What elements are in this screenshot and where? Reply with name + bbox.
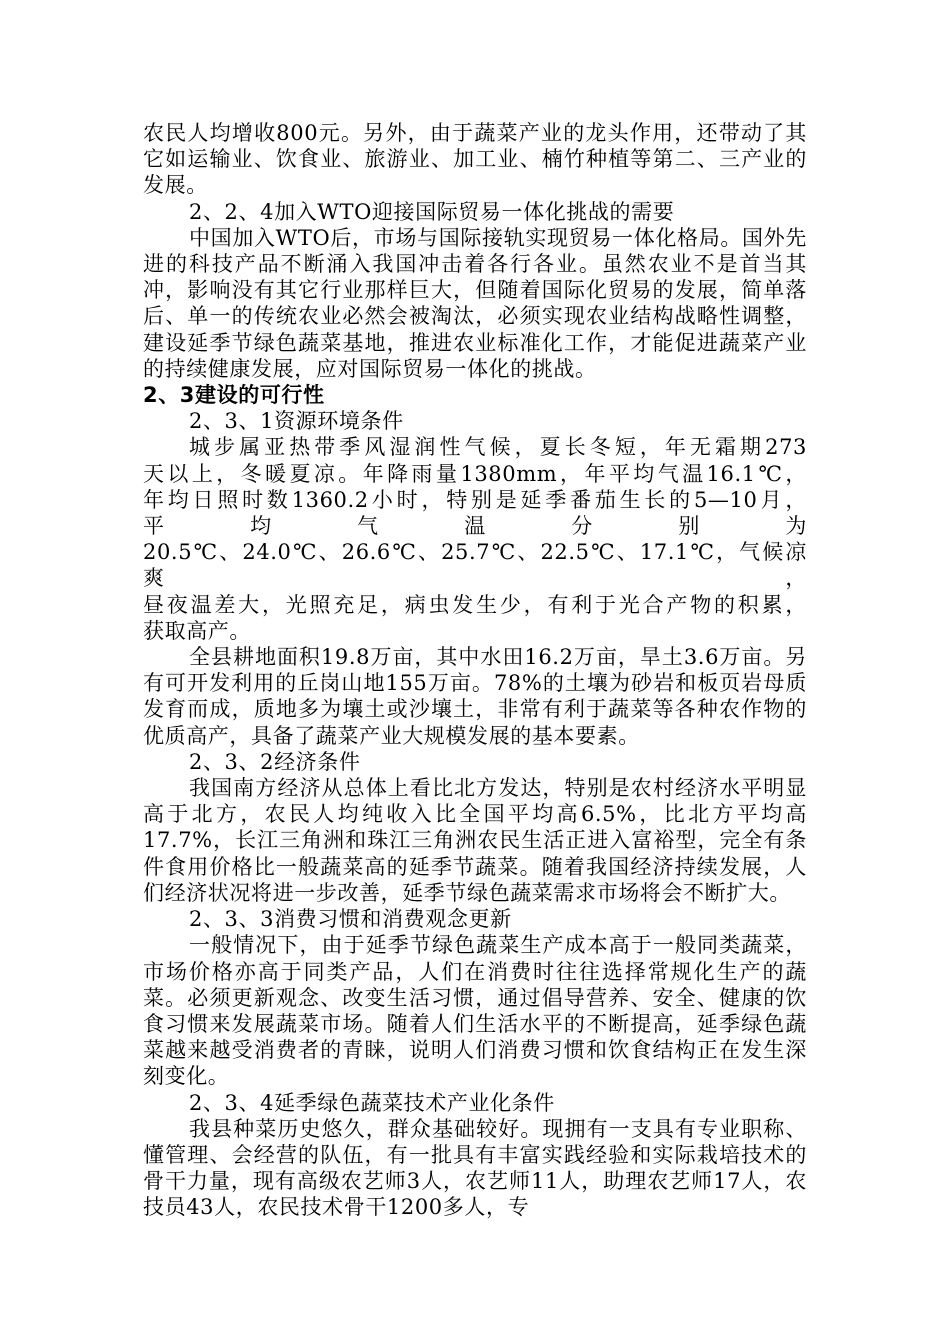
section-2-3-4-title: 2、3、4延季绿色蔬菜技术产业化条件 xyxy=(189,1090,555,1115)
climate-line: 20.5℃、24.0℃、26.6℃、25.7℃、22.5℃、17.1℃，气候凉爽， xyxy=(143,540,807,591)
section-2-3-heading: 2、3建设的可行性 xyxy=(143,383,325,408)
section-2-3-2-title: 2、3、2经济条件 xyxy=(189,749,361,774)
paragraph-economy: 我国南方经济从总体上看比北方发达，特别是农村经济水平明显高于北方，农民人均纯收入比全国平均高6.5%，比北方平均高17.7%，长江三角洲和珠江三角洲农民生活正进入富裕型，完全有条件食用价格比一般蔬菜高的延季节蔬菜。随着我国经济持续发展，人们经济状况将进一步改善，延季节绿色蔬菜需求市场将会不断扩大。 xyxy=(143,776,807,905)
climate-line: 城步属亚热带季风湿润性气候，夏长冬短，年无霜期273 xyxy=(189,435,807,460)
climate-line: 年均日照时数1360.2小时，特别是延季番茄生长的5—10月， xyxy=(143,487,807,512)
climate-line: 平 均 气 温 分 别 为 xyxy=(143,514,807,539)
climate-line: 获取高产。 xyxy=(143,618,251,643)
paragraph-farmland: 全县耕地面积19.8万亩，其中水田16.2万亩，旱土3.6万亩。另有可开发利用的丘岗山地155万亩。78%的土壤为砂岩和板页岩母质发育而成，质地多为壤土或沙壤土，非常有利于蔬菜等各种农作物的优质高产，具备了蔬菜产业大规模发展的基本要素。 xyxy=(143,645,807,748)
climate-line: 天以上，冬暖夏凉。年降雨量1380mm，年平均气温16.1℃， xyxy=(143,461,807,486)
climate-line: 昼夜温差大，光照充足，病虫发生少，有利于光合产物的积累， xyxy=(143,592,807,617)
paragraph-climate xyxy=(143,434,807,644)
document-body xyxy=(143,120,807,1221)
paragraph-consumption: 一般情况下，由于延季节绿色蔬菜生产成本高于一般同类蔬菜，市场价格亦高于同类产品，人们在消费时往往选择常规化生产的蔬菜。必须更新观念、改变生活习惯，通过倡导营养、安全、健康的饮食习惯来发展蔬菜市场。随着人们生活水平的不断提高，延季绿色蔬菜越来越受消费者的青睐，说明人们消费习惯和饮食结构正在发生深刻变化。 xyxy=(143,933,807,1089)
section-2-3-3-title: 2、3、3消费习惯和消费观念更新 xyxy=(189,907,512,932)
paragraph-technology: 我县种菜历史悠久，群众基础较好。现拥有一支具有专业职称、懂管理、会经营的队伍，有一批具有丰富实践经验和实际栽培技术的骨干力量，现有高级农艺师3人，农艺师11人，助理农艺师17人，农技员43人，农民技术骨干1200多人，专 xyxy=(143,1116,807,1220)
paragraph-income-increase: 农民人均增收800元。另外，由于蔬菜产业的龙头作用，还带动了其它如运输业、饮食业、旅游业、加工业、楠竹种植等第二、三产业的发展。 xyxy=(143,121,807,198)
paragraph-wto: 中国加入WTO后，市场与国际接轨实现贸易一体化格局。国外先进的科技产品不断涌入我国冲击着各行各业。虽然农业不是首当其冲，影响没有其它行业那样巨大，但随着国际化贸易的发展，简单落后、单一的传统农业必然会被淘汰，必须实现农业结构战略性调整，建设延季节绿色蔬菜基地，推进农业标准化工作，才能促进蔬菜产业的持续健康发展，应对国际贸易一体化的挑战。 xyxy=(143,225,807,381)
section-2-2-4-title: 2、2、4加入WTO迎接国际贸易一体化挑战的需要 xyxy=(189,199,675,224)
section-2-3-1-title: 2、3、1资源环境条件 xyxy=(189,409,404,434)
